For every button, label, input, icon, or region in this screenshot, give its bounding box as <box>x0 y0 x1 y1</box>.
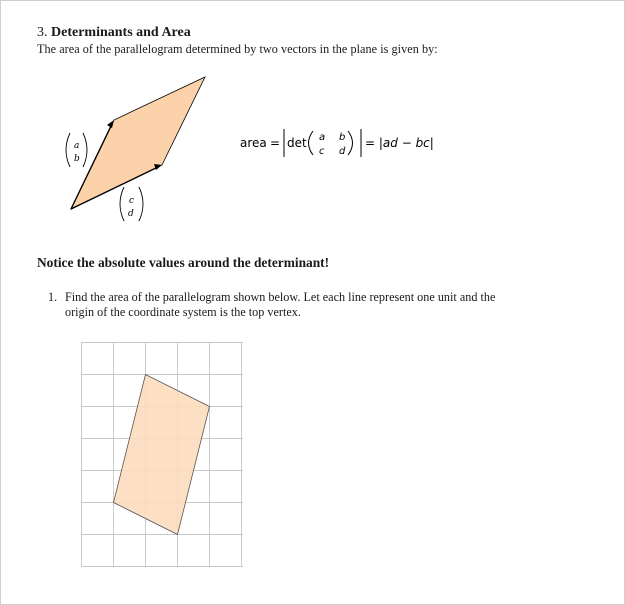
parallelogram-shape <box>71 77 205 209</box>
vector-ab-bottom: b <box>74 154 80 164</box>
matrix-m11: a <box>319 132 326 143</box>
vector-cd-right-paren <box>139 187 143 221</box>
formula-rhs: = |ad − bc| <box>365 136 434 150</box>
area-formula <box>240 125 440 161</box>
matrix-m21: c <box>319 146 325 157</box>
problem-number: 1. <box>48 290 58 304</box>
problem-1 <box>48 290 593 320</box>
vector-cd-top: c <box>129 196 135 206</box>
matrix-m22: d <box>339 146 346 157</box>
grid-parallelogram <box>114 375 210 535</box>
unit-grid <box>81 342 243 567</box>
matrix-m12: b <box>339 132 346 143</box>
vector-cd-left-paren <box>120 187 124 221</box>
matrix-left-paren <box>309 131 314 155</box>
vector-ab-right-paren <box>83 133 87 167</box>
vector-parallelogram-diagram <box>50 70 225 230</box>
section-title: Determinants and Area <box>51 25 191 40</box>
section-number: 3. <box>37 25 48 40</box>
matrix-right-paren <box>348 131 353 155</box>
formula-det-label: det <box>287 136 307 150</box>
vector-cd-bottom: d <box>128 209 134 219</box>
vector-ab-top: a <box>74 141 80 151</box>
section-heading <box>37 25 191 41</box>
intro-text: The area of the parallelogram determined by two vectors in the plane is given by: <box>37 42 438 56</box>
vector-ab-left-paren <box>66 133 70 167</box>
problem-text-line2: origin of the coordinate system is the top vertex. <box>65 305 301 319</box>
notice-text: Notice the absolute values around the determinant! <box>37 255 330 270</box>
problem-text-line1: Find the area of the parallelogram shown below. Let each line represent one unit and the <box>65 290 496 304</box>
formula-equals: = <box>270 136 281 150</box>
formula-area-label: area <box>240 136 267 150</box>
